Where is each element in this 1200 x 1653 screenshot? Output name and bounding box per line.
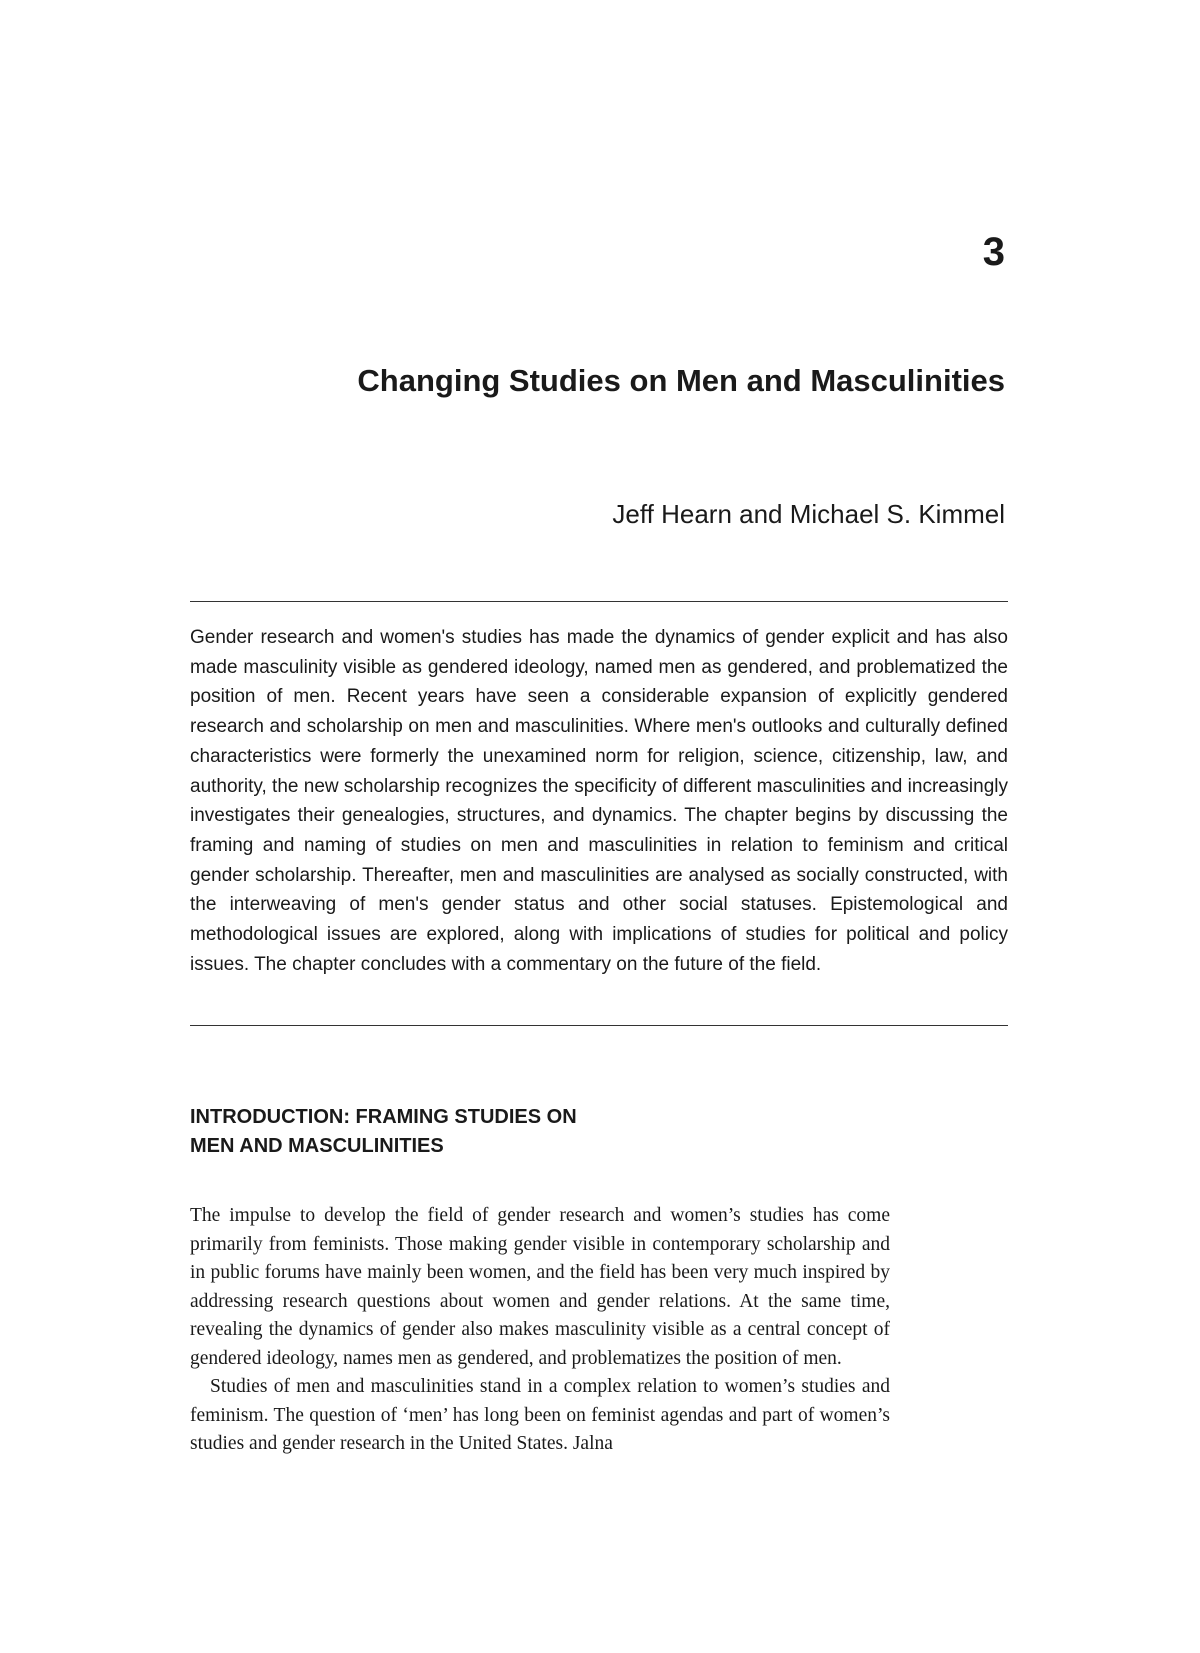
- chapter-number: 3: [982, 230, 1005, 274]
- abstract-top-rule: [190, 601, 1008, 602]
- abstract-text: Gender research and women's studies has made the dynamics of gender explicit and has also made masculinity visible as gendered ideology, named men as gendered, and problematized the position of men. Recent years have seen a considerable expansion of explicitly gendered research and scholarship on men and masculinities. Where men's outlooks and culturally defined characteristics were formerly the unexamined norm for religion, science, citizenship, law, and authority, the new scholarship recognizes the specificity of different masculinities and increasingly investigates their genealogies, structures, and dynamics. The chapter begins by discussing the framing and naming of studies on men and masculinities in relation to feminism and critical gender scholarship. Thereafter, men and masculinities are analysed as socially constructed, with the interweaving of men's gender status and other social statuses. Epistemological and methodological issues are explored, along with implications of studies for political and policy issues. The chapter concludes with a commentary on the future of the field.: [190, 627, 1008, 975]
- chapter-title: Changing Studies on Men and Masculinities: [357, 363, 1005, 398]
- abstract-bottom-rule: [190, 1025, 1008, 1026]
- section-heading-line-2: MEN AND MASCULINITIES: [190, 1135, 444, 1157]
- section-heading: [190, 1103, 577, 1161]
- body-paragraph-1: The impulse to develop the field of gender research and women’s studies has come primarily from feminists. Those making gender visible in contemporary scholarship and in public forums have mainly been women, and the field has been very much inspired by addressing research questions about women and gender relations. At the same time, revealing the dynamics of gender also makes masculinity visible as a central concept of gendered ideology, names men as gendered, and problematizes the position of men.: [190, 1205, 890, 1369]
- body-paragraph-2: Studies of men and masculinities stand in a complex relation to women’s studies and feminism. The question of ‘men’ has long been on feminist agendas and part of women’s studies and gender research in the United States. Jalna: [190, 1376, 890, 1454]
- section-body: [190, 1202, 890, 1459]
- section-heading-line-1: INTRODUCTION: FRAMING STUDIES ON: [190, 1106, 577, 1128]
- chapter-authors: Jeff Hearn and Michael S. Kimmel: [612, 499, 1005, 529]
